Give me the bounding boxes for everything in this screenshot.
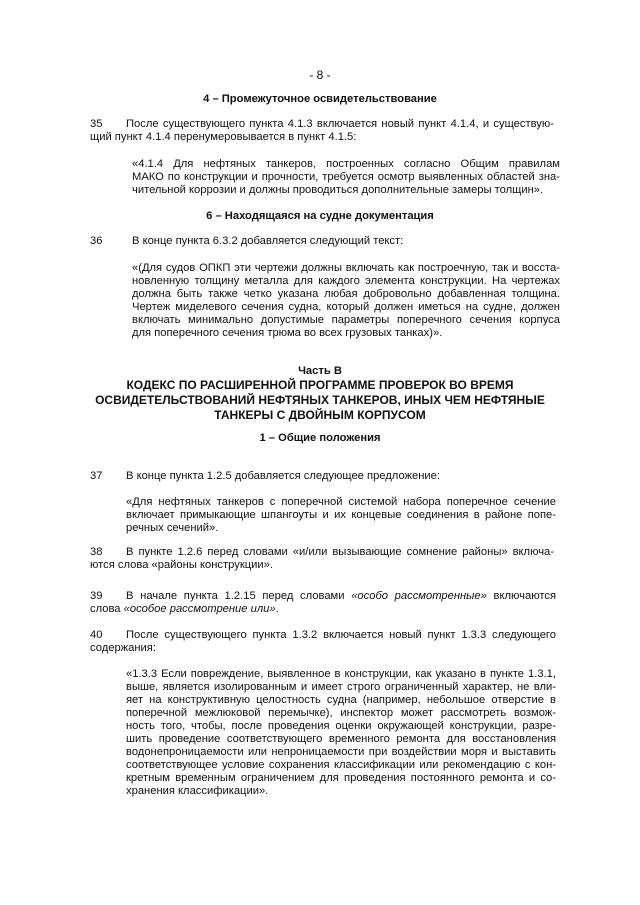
item-38-line-2: ются слова «районы конструкции».	[90, 559, 273, 571]
item-40-quote-line-5: ность того, чтобы, после проведения оценки окружающей конструкции, разре-	[126, 720, 556, 732]
item-39-line-2-text: слова	[90, 603, 124, 615]
item-40-quote-line-7: водонепроницаемости или непроницаемости при воздействии моря и выставить	[126, 746, 556, 758]
item-35-quote-line-1: «4.1.4 Для нефтяных танкеров, построенных согласно Общим правилам	[132, 158, 560, 170]
item-39-line-1-italic: «особо рассмотренные»	[351, 590, 487, 602]
part-b-title-line-1: КОДЕКС ПО РАСШИРЕННОЙ ПРОГРАММЕ ПРОВЕРОК ВО ВРЕМЯ	[126, 378, 514, 392]
part-b-label: Часть B	[298, 365, 342, 377]
item-39-line-2-italic: «особое рассмотрение или»	[123, 603, 276, 615]
item-39-line-1-text: В начале пункта 1.2.15 перед словами	[126, 590, 352, 602]
page-number: - 8 -	[309, 68, 331, 82]
item-35-line-2: щий пункт 4.1.4 перенумеровывается в пункт 4.1.5:	[90, 131, 357, 143]
item-39-number: 39	[90, 590, 103, 602]
item-40-line-1: После существующего пункта 1.3.2 включается новый пункт 1.3.3 следующего	[126, 629, 556, 641]
section-4-heading: 4 – Промежуточное освидетельствование	[203, 93, 437, 105]
item-38-line-1: В пункте 1.2.6 перед словами «и/или вызывающие сомнение районы» включа-	[126, 546, 554, 558]
item-35-quote-line-2: МАКО по конструкции и прочности, требуется осмотр выявленных областей зна-	[132, 171, 560, 183]
item-36-quote-line-2: новленную толщину металла для каждого элемента конструкции. На чертежах	[132, 275, 560, 287]
item-35-line-1: После существующего пункта 4.1.3 включается новый пункт 4.1.4, и существую-	[126, 118, 554, 130]
item-36-quote-line-6: для поперечного сечения трюма во всех грузовых танках)».	[132, 327, 443, 339]
item-40-quote-line-4: поперечной межлюковой перемычке), инспектор может рассмотреть возмож-	[126, 707, 556, 719]
item-36-quote-line-1: «(Для судов ОПКП эти чертежи должны включать как построечную, так и восста-	[132, 262, 560, 274]
item-40-line-2: содержания:	[90, 642, 156, 654]
item-36-quote-line-4: Чертеж миделевого сечения судна, который должен иметься на судне, должен	[132, 301, 560, 313]
item-37-quote-line-3: речных сечений».	[126, 522, 219, 534]
item-36-line-1: В конце пункта 6.3.2 добавляется следующий текст:	[132, 235, 404, 247]
item-40-number: 40	[90, 629, 103, 641]
item-37-line-1: В конце пункта 1.2.5 добавляется следующее предложение:	[126, 470, 441, 482]
item-36-quote-line-5: включать минимально допустимые параметры поперечного сечения корпуса	[132, 314, 560, 326]
item-35-quote-line-3: чительной коррозии и должны проводиться дополнительные замеры толщин».	[132, 184, 544, 196]
item-37-quote-line-2: включает примыкающие шпангоуты и их концевые соединения в районе попе-	[126, 509, 556, 521]
item-40-quote-line-8: соответствующее условие сохранения классификации или рекомендацию с кон-	[126, 759, 556, 771]
item-36-number: 36	[90, 235, 103, 247]
item-39-line-1	[126, 590, 556, 603]
section-1-heading: 1 – Общие положения	[259, 432, 381, 444]
item-39-line-2-end: .	[275, 603, 279, 615]
item-39-line-2	[90, 603, 279, 616]
item-40-quote-line-3: яет на конструктивную целостность судна (например, небольшое отверстие в	[126, 694, 556, 706]
item-40-quote-line-1: «1.3.3 Если повреждение, выявленное в конструкции, как указано в пункте 1.3.1,	[126, 668, 556, 680]
item-37-number: 37	[90, 470, 103, 482]
item-36-quote-line-3: должна быть также четко указана любая добровольно добавленная толщина.	[132, 288, 560, 300]
part-b-title-line-2: ОСВИДЕТЕЛЬСТВОВАНИЙ НЕФТЯНЫХ ТАНКЕРОВ, ИНЫХ ЧЕМ НЕФТЯНЫЕ	[95, 393, 545, 407]
item-35-number: 35	[90, 118, 103, 130]
item-37-quote-line-1: «Для нефтяных танкеров с поперечной системой набора поперечное сечение	[126, 496, 556, 508]
item-40-quote-line-2: выше, является изолированным и имеет строго ограниченный характер, не вли-	[126, 681, 556, 693]
item-39-line-1-end: включаются	[486, 590, 556, 602]
item-40-quote-line-9: кретным временным ограничением для проведения постоянного ремонта и со-	[126, 772, 556, 784]
part-b-title-line-3: ТАНКЕРЫ С ДВОЙНЫМ КОРПУСОМ	[214, 408, 426, 422]
item-40-quote-line-6: шить проведение соответствующего временного ремонта для восстановления	[126, 733, 556, 745]
item-38-number: 38	[90, 546, 103, 558]
item-40-quote-line-10: хранения классификации».	[126, 785, 269, 797]
section-6-heading: 6 – Находящаяся на судне документация	[206, 210, 434, 222]
